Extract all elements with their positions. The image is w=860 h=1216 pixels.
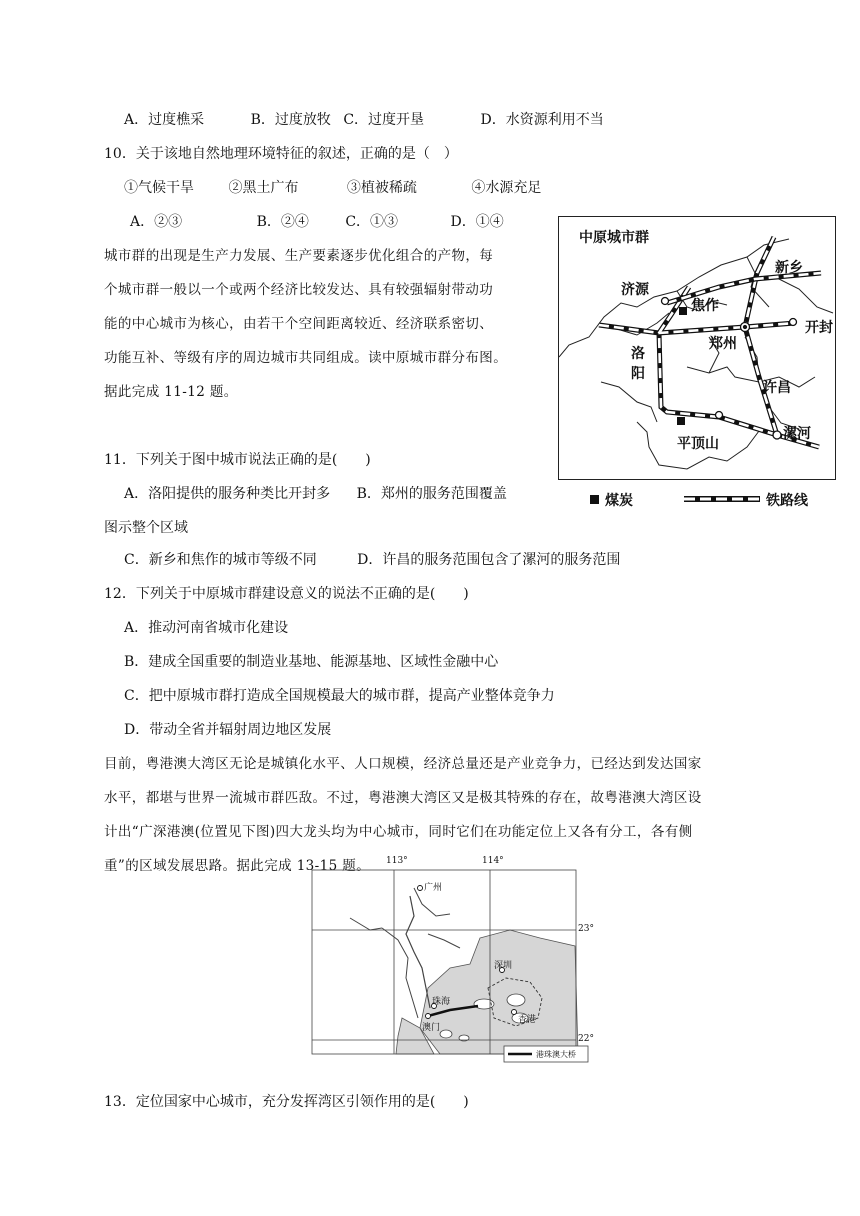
q12-stem: 12．下列关于中原城市群建设意义的说法不正确的是( ) [104, 586, 469, 602]
city-label-jiyuan: 济源 [621, 282, 649, 298]
railway-icon [684, 494, 760, 504]
city-label-shenzhen: 深圳 [494, 961, 513, 971]
lat-label-22: 22° [578, 1034, 594, 1044]
city-label-pingdingshan: 平顶山 [677, 436, 719, 452]
q11-options-row-2 [124, 550, 620, 570]
q9-option-d: D．水资源利用不当 [480, 112, 604, 128]
lon-label-114: 114° [482, 856, 504, 866]
map2-legend-label: 港珠澳大桥 [536, 1050, 576, 1059]
q11-option-b: B．郑州的服务范围覆盖 [356, 486, 507, 502]
passage-2-line: 水平，都堪与世界一流城市群匹敌。不过，粤港澳大湾区又是极其特殊的存在，故粤港澳大湾区设 [104, 790, 702, 806]
q12-option-b: B．建成全国重要的制造业基地、能源基地、区域性金融中心 [124, 654, 499, 670]
city-label-macau: 澳门 [422, 1023, 441, 1033]
passage-2-line: 重”的区域发展思路。据此完成 13-15 题。 [104, 858, 371, 874]
passage-1-line: 据此完成 11-12 题。 [104, 384, 238, 400]
greater-bay-area-map-graphic [310, 868, 596, 1070]
q10-stem: 10．关于该地自然地理环境特征的叙述，正确的是（ ） [104, 146, 458, 162]
map1-legend-railway [684, 490, 808, 510]
q10-item-3: ③植被稀疏 [346, 180, 417, 196]
q11-options-row-1 [124, 484, 507, 504]
q10-item-2: ②黑土广布 [228, 180, 299, 196]
legend-railway-label: 铁路线 [766, 493, 808, 509]
q9-options [124, 110, 604, 130]
q12-option-a: A．推动河南省城市化建设 [124, 620, 289, 636]
map1-legend-coal [590, 490, 633, 510]
q11-option-b-cont: 图示整个区域 [104, 520, 188, 536]
city-label-guangzhou: 广州 [424, 883, 443, 893]
city-label-luohe: 漯河 [783, 426, 811, 442]
city-label-xuchang: 许昌 [763, 380, 791, 396]
city-label-yang: 阳 [631, 366, 645, 382]
city-label-jiaozuo: 焦作 [691, 298, 719, 314]
city-label-hongkong: 香港 [518, 1015, 537, 1025]
central-plains-map [558, 216, 836, 480]
city-label-zhengzhou: 郑州 [709, 336, 737, 352]
lat-label-23: 23° [578, 924, 594, 934]
city-label-zhuhai: 珠海 [432, 997, 451, 1007]
q11-option-a: A．洛阳提供的服务种类比开封多 [124, 486, 331, 502]
q9-option-b: B．过度放牧 [250, 112, 331, 128]
passage-2-line: 计出“广深港澳(位置见下图)四大龙头均为中心城市，同时它们在功能定位上又各有分工，各有侧 [104, 824, 693, 840]
q12-option-d: D．带动全省并辐射周边地区发展 [124, 722, 332, 738]
city-label-luo: 洛 [631, 346, 645, 362]
q9-option-a: A．过度樵采 [124, 112, 205, 128]
q11-option-d: D．许昌的服务范围包含了漯河的服务范围 [357, 552, 621, 568]
lon-label-113: 113° [386, 856, 408, 866]
city-label-xinxiang: 新乡 [775, 260, 803, 276]
legend-coal-label: 煤炭 [605, 493, 633, 509]
q9-option-c: C．过度开垦 [343, 112, 425, 128]
map1-title: 中原城市群 [579, 230, 649, 246]
q12-option-c: C．把中原城市群打造成全国规模最大的城市群，提高产业整体竞争力 [124, 688, 555, 704]
greater-bay-area-map [310, 856, 596, 1070]
q10-option-c: C．①③ [345, 214, 399, 230]
q10-item-4: ④水源充足 [471, 180, 542, 196]
q10-option-b: B．②④ [256, 214, 309, 230]
passage-2-line: 目前，粤港澳大湾区无论是城镇化水平、人口规模，经济总量还是产业竞争力，已经达到发达国家 [104, 756, 702, 772]
coal-icon [590, 495, 599, 504]
passage-1-line: 功能互补、等级有序的周边城市共同组成。读中原城市群分布图。 [104, 350, 508, 366]
q10-items [124, 178, 541, 198]
city-label-kaifeng: 开封 [805, 320, 833, 336]
passage-1-line: 城市群的出现是生产力发展、生产要素逐步优化组合的产物，每 [104, 248, 494, 264]
q11-stem: 11．下列关于图中城市说法正确的是( ) [104, 452, 371, 468]
q10-options [130, 212, 504, 232]
q11-option-c: C．新乡和焦作的城市等级不同 [124, 552, 317, 568]
passage-1-line: 个城市群一般以一个或两个经济比较发达、具有较强辐射带动功 [104, 282, 494, 298]
q13-stem: 13．定位国家中心城市，充分发挥湾区引领作用的是( ) [104, 1094, 469, 1110]
q10-option-d: D．①④ [450, 214, 504, 230]
passage-1-line: 能的中心城市为核心，由若干个空间距离较近、经济联系密切、 [104, 316, 494, 332]
q10-option-a: A．②③ [130, 214, 183, 230]
q10-item-1: ①气候干旱 [124, 180, 194, 196]
